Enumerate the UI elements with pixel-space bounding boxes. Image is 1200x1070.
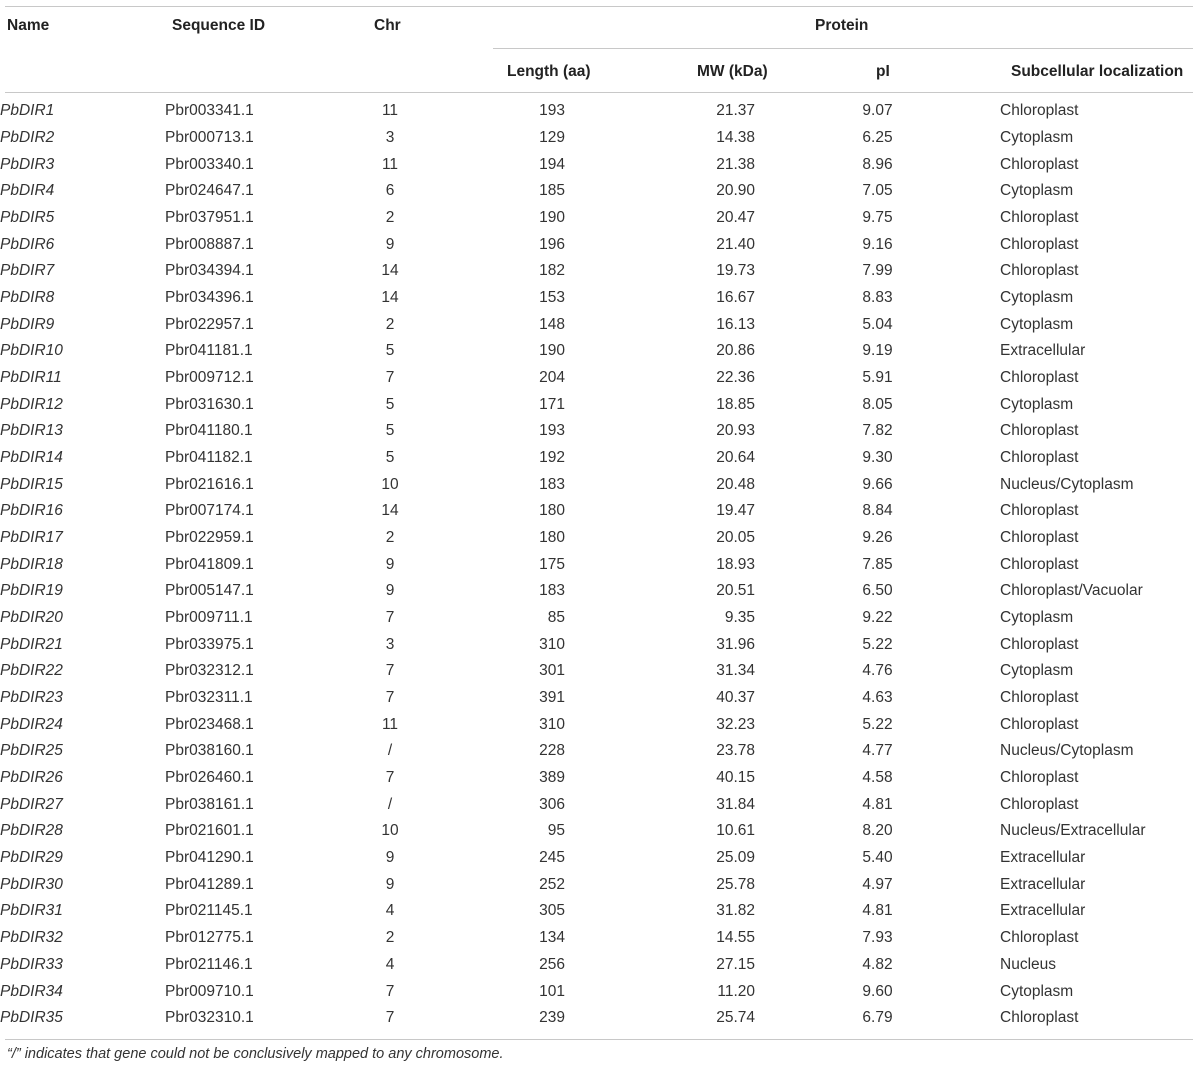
bottom-rule [5,1039,1193,1040]
cell-sequence-id: Pbr009710.1 [165,982,254,1000]
table-row [0,418,1200,445]
header-pi: pI [876,63,890,80]
cell-pi: 8.83 [862,289,893,307]
cell-chr: 9 [385,875,395,893]
cell-mw: 27.15 [716,955,755,973]
cell-chr: 5 [385,342,395,360]
cell-sequence-id: Pbr032310.1 [165,1009,254,1027]
cell-name: PbDIR25 [0,742,63,760]
table-row [0,125,1200,152]
cell-length: 101 [539,982,565,1000]
table-row [0,498,1200,525]
table-row [0,898,1200,925]
header-mw: MW (kDa) [697,63,768,80]
cell-localization: Extracellular [1000,875,1086,893]
cell-name: PbDIR32 [0,929,63,947]
cell-name: PbDIR5 [0,209,55,227]
cell-pi: 9.22 [862,609,893,627]
cell-pi: 6.79 [862,1009,893,1027]
cell-name: PbDIR24 [0,715,63,733]
cell-name: PbDIR28 [0,822,63,840]
cell-pi: 7.05 [862,182,893,200]
cell-localization: Chloroplast [1000,262,1079,280]
cell-localization: Cytoplasm [1000,315,1074,333]
cell-length: 252 [539,875,565,893]
cell-sequence-id: Pbr022959.1 [165,529,254,547]
header-length: Length (aa) [507,63,591,80]
cell-mw: 21.40 [716,235,755,253]
cell-localization: Chloroplast [1000,929,1079,947]
cell-mw: 23.78 [716,742,755,760]
cell-chr: 2 [385,529,395,547]
cell-chr: 9 [385,849,395,867]
table-row [0,658,1200,685]
cell-pi: 6.25 [862,129,893,146]
cell-localization: Chloroplast [1000,795,1079,813]
cell-mw: 18.93 [716,555,755,573]
cell-name: PbDIR21 [0,635,63,653]
cell-pi: 9.75 [862,209,893,227]
cell-chr: 6 [385,182,395,200]
cell-pi: 5.22 [862,715,893,733]
cell-pi: 8.05 [862,395,893,413]
cell-name: PbDIR35 [0,1009,63,1027]
cell-mw: 11.20 [717,982,755,1000]
cell-localization: Chloroplast [1000,502,1079,520]
cell-name: PbDIR13 [0,422,63,440]
cell-localization: Cytoplasm [1000,662,1074,680]
cell-chr: 7 [385,609,395,627]
cell-sequence-id: Pbr023468.1 [165,715,254,733]
cell-sequence-id: Pbr041182.1 [165,449,253,467]
table-row [0,231,1200,258]
cell-localization: Chloroplast [1000,689,1079,707]
cell-name: PbDIR27 [0,795,63,813]
table-row [0,445,1200,472]
cell-name: PbDIR1 [0,102,55,120]
cell-length: 196 [539,235,565,253]
cell-localization: Extracellular [1000,849,1086,867]
cell-pi: 6.50 [862,582,893,600]
cell-length: 305 [539,902,565,920]
table-row [0,98,1200,125]
cell-sequence-id: Pbr038161.1 [165,795,254,813]
cell-chr: 3 [385,129,395,146]
cell-chr: 2 [385,929,395,947]
cell-chr: 4 [385,955,395,973]
cell-chr: 7 [385,689,395,707]
cell-name: PbDIR11 [0,369,62,387]
cell-mw: 14.55 [716,929,755,947]
cell-localization: Cytoplasm [1000,609,1074,627]
cell-localization: Chloroplast/Vacuolar [1000,582,1143,600]
cell-localization: Chloroplast [1000,635,1079,653]
cell-name: PbDIR26 [0,769,63,787]
cell-length: 256 [539,955,565,973]
cell-sequence-id: Pbr031630.1 [165,395,254,413]
cell-mw: 20.05 [716,529,755,547]
cell-chr: 3 [385,635,395,653]
cell-localization: Nucleus/Cytoplasm [1000,742,1134,760]
cell-name: PbDIR34 [0,982,63,1000]
cell-sequence-id: Pbr021145.1 [165,902,253,920]
header-bottom-rule [5,92,1193,93]
cell-length: 204 [539,369,565,387]
data-table [0,98,1200,1032]
cell-length: 175 [539,555,565,573]
cell-mw: 20.86 [716,342,755,360]
cell-length: 85 [547,609,565,627]
cell-sequence-id: Pbr022957.1 [165,315,254,333]
cell-length: 180 [539,529,565,547]
cell-mw: 40.37 [716,689,755,707]
cell-mw: 20.90 [716,182,755,200]
cell-name: PbDIR22 [0,662,63,680]
cell-sequence-id: Pbr041289.1 [165,875,254,893]
cell-pi: 9.07 [862,102,893,120]
table-row [0,711,1200,738]
cell-chr: 7 [385,769,395,787]
cell-mw: 21.37 [716,102,755,120]
cell-pi: 7.85 [862,555,893,573]
cell-sequence-id: Pbr041181.1 [165,342,253,360]
table-row [0,471,1200,498]
table-row [0,791,1200,818]
cell-length: 310 [539,715,565,733]
cell-length: 182 [539,262,565,280]
header-chr: Chr [374,17,401,34]
cell-name: PbDIR10 [0,342,63,360]
cell-mw: 31.34 [716,662,755,680]
cell-pi: 4.81 [862,795,893,813]
cell-chr: 14 [381,262,399,280]
cell-chr: / [387,742,393,760]
cell-sequence-id: Pbr021616.1 [165,475,254,493]
cell-pi: 8.20 [862,822,893,840]
cell-length: 193 [539,422,565,440]
table-row [0,631,1200,658]
table-row [0,685,1200,712]
cell-mw: 31.96 [716,635,755,653]
cell-localization: Chloroplast [1000,529,1079,547]
cell-name: PbDIR3 [0,155,55,173]
cell-chr: 5 [385,449,395,467]
cell-mw: 25.78 [716,875,755,893]
cell-chr: 9 [385,582,395,600]
cell-name: PbDIR30 [0,875,63,893]
footnote: “/” indicates that gene could not be conclusively mapped to any chromosome. [7,1046,504,1062]
cell-name: PbDIR4 [0,182,55,200]
cell-mw: 40.15 [716,769,755,787]
cell-localization: Chloroplast [1000,555,1079,573]
cell-localization: Cytoplasm [1000,982,1074,1000]
table-row [0,365,1200,392]
cell-localization: Cytoplasm [1000,395,1074,413]
cell-mw: 20.47 [716,209,755,227]
table-row [0,1005,1200,1032]
cell-sequence-id: Pbr005147.1 [165,582,254,600]
cell-localization: Nucleus/Cytoplasm [1000,475,1134,493]
cell-mw: 14.38 [716,129,755,146]
cell-localization: Extracellular [1000,342,1086,360]
cell-pi: 4.76 [862,662,893,680]
cell-mw: 31.82 [716,902,755,920]
cell-mw: 19.73 [716,262,755,280]
cell-chr: 2 [385,315,395,333]
cell-localization: Chloroplast [1000,155,1079,173]
cell-pi: 8.96 [862,155,893,173]
cell-pi: 5.40 [862,849,893,867]
cell-pi: 7.99 [862,262,893,280]
cell-name: PbDIR6 [0,235,55,253]
cell-length: 183 [539,475,565,493]
cell-pi: 9.60 [862,982,893,1000]
cell-name: PbDIR17 [0,529,63,547]
cell-length: 306 [539,795,565,813]
cell-chr: / [387,795,393,813]
cell-sequence-id: Pbr007174.1 [165,502,254,520]
table-row [0,151,1200,178]
cell-localization: Chloroplast [1000,235,1079,253]
cell-chr: 2 [385,209,395,227]
cell-sequence-id: Pbr003341.1 [165,102,254,120]
cell-sequence-id: Pbr032311.1 [165,689,253,707]
cell-localization: Cytoplasm [1000,129,1074,146]
cell-mw: 20.64 [716,449,755,467]
table-row [0,578,1200,605]
cell-name: PbDIR29 [0,849,63,867]
cell-chr: 14 [381,502,399,520]
cell-mw: 9.35 [724,609,755,627]
cell-mw: 18.85 [716,395,755,413]
cell-pi: 9.16 [862,235,893,253]
cell-localization: Chloroplast [1000,715,1079,733]
cell-length: 95 [547,822,565,840]
cell-name: PbDIR18 [0,555,63,573]
cell-sequence-id: Pbr041809.1 [165,555,254,573]
cell-length: 228 [539,742,565,760]
cell-length: 129 [539,129,565,146]
cell-pi: 5.04 [862,315,893,333]
cell-length: 245 [539,849,565,867]
cell-name: PbDIR31 [0,902,63,920]
cell-sequence-id: Pbr021146.1 [165,955,253,973]
cell-localization: Extracellular [1000,902,1086,920]
cell-pi: 4.82 [862,955,893,973]
cell-mw: 10.61 [716,822,755,840]
cell-localization: Nucleus/Extracellular [1000,822,1146,840]
cell-pi: 9.19 [862,342,893,360]
table-row [0,925,1200,952]
cell-mw: 22.36 [716,369,755,387]
cell-sequence-id: Pbr037951.1 [165,209,254,227]
cell-name: PbDIR9 [0,315,55,333]
cell-mw: 25.74 [716,1009,755,1027]
table-row [0,738,1200,765]
cell-pi: 4.58 [862,769,893,787]
cell-pi: 7.82 [862,422,893,440]
cell-mw: 20.93 [716,422,755,440]
cell-name: PbDIR7 [0,262,55,280]
cell-length: 180 [539,502,565,520]
cell-pi: 8.84 [862,502,893,520]
cell-localization: Chloroplast [1000,769,1079,787]
cell-pi: 9.30 [862,449,893,467]
cell-mw: 19.47 [716,502,755,520]
header-sequence-id: Sequence ID [172,17,266,34]
cell-mw: 16.67 [716,289,755,307]
cell-length: 190 [539,342,565,360]
cell-name: PbDIR16 [0,502,63,520]
cell-sequence-id: Pbr041180.1 [165,422,253,440]
cell-length: 194 [539,155,565,173]
cell-pi: 5.22 [862,635,893,653]
cell-name: PbDIR12 [0,395,63,413]
cell-length: 153 [539,289,565,307]
table-row [0,845,1200,872]
cell-localization: Chloroplast [1000,422,1079,440]
cell-chr: 4 [385,902,395,920]
table-row [0,178,1200,205]
cell-chr: 7 [385,662,395,680]
cell-sequence-id: Pbr009711.1 [165,609,253,627]
cell-localization: Chloroplast [1000,449,1079,467]
cell-name: PbDIR15 [0,475,63,493]
cell-sequence-id: Pbr000713.1 [165,129,254,146]
cell-sequence-id: Pbr041290.1 [165,849,254,867]
cell-name: PbDIR2 [0,129,55,146]
cell-chr: 10 [381,822,399,840]
cell-sequence-id: Pbr003340.1 [165,155,254,173]
cell-sequence-id: Pbr024647.1 [165,182,254,200]
cell-mw: 20.51 [716,582,755,600]
cell-length: 391 [539,689,565,707]
cell-length: 310 [539,635,565,653]
cell-name: PbDIR19 [0,582,63,600]
table-row [0,311,1200,338]
cell-chr: 7 [385,1009,395,1027]
cell-pi: 9.26 [862,529,893,547]
cell-length: 193 [539,102,565,120]
cell-sequence-id: Pbr034396.1 [165,289,254,307]
cell-name: PbDIR33 [0,955,63,973]
cell-localization: Nucleus [1000,955,1056,973]
table-body [0,98,1200,1032]
cell-length: 183 [539,582,565,600]
header-protein: Protein [815,17,869,34]
cell-mw: 16.13 [716,315,755,333]
table-row [0,391,1200,418]
cell-chr: 11 [381,715,399,733]
cell-chr: 7 [385,369,395,387]
cell-mw: 32.23 [716,715,755,733]
cell-pi: 7.93 [862,929,893,947]
cell-localization: Cytoplasm [1000,289,1074,307]
table-row [0,551,1200,578]
table-row [0,818,1200,845]
cell-mw: 25.09 [716,849,755,867]
cell-pi: 4.97 [862,875,893,893]
cell-length: 148 [539,315,565,333]
cell-chr: 11 [381,102,399,120]
cell-chr: 14 [381,289,399,307]
table-row [0,978,1200,1005]
cell-chr: 5 [385,395,395,413]
cell-mw: 21.38 [716,155,755,173]
cell-sequence-id: Pbr038160.1 [165,742,254,760]
cell-length: 389 [539,769,565,787]
cell-sequence-id: Pbr026460.1 [165,769,254,787]
table-row [0,765,1200,792]
cell-sequence-id: Pbr032312.1 [165,662,254,680]
cell-localization: Cytoplasm [1000,182,1074,200]
cell-sequence-id: Pbr012775.1 [165,929,254,947]
cell-sequence-id: Pbr034394.1 [165,262,254,280]
cell-name: PbDIR8 [0,289,55,307]
cell-chr: 10 [381,475,399,493]
cell-chr: 5 [385,422,395,440]
cell-length: 171 [539,395,565,413]
header-subcellular-localization: Subcellular localization [1011,63,1184,80]
table-row [0,525,1200,552]
cell-name: PbDIR23 [0,689,63,707]
cell-pi: 4.77 [862,742,893,760]
cell-pi: 9.66 [862,475,893,493]
cell-localization: Chloroplast [1000,1009,1079,1027]
cell-sequence-id: Pbr033975.1 [165,635,254,653]
cell-localization: Chloroplast [1000,209,1079,227]
cell-length: 192 [539,449,565,467]
cell-mw: 20.48 [716,475,755,493]
table-row [0,605,1200,632]
cell-chr: 9 [385,235,395,253]
cell-length: 239 [539,1009,565,1027]
cell-chr: 11 [381,155,399,173]
cell-chr: 9 [385,555,395,573]
cell-length: 134 [539,929,565,947]
table-row [0,205,1200,232]
table-row [0,952,1200,979]
cell-localization: Chloroplast [1000,102,1079,120]
cell-pi: 5.91 [862,369,893,387]
table-row [0,871,1200,898]
top-rule [5,6,1193,7]
cell-localization: Chloroplast [1000,369,1079,387]
cell-pi: 4.63 [862,689,893,707]
cell-length: 301 [539,662,565,680]
table-row [0,338,1200,365]
cell-name: PbDIR14 [0,449,63,467]
table-row [0,258,1200,285]
cell-name: PbDIR20 [0,609,63,627]
cell-sequence-id: Pbr008887.1 [165,235,254,253]
table-row [0,285,1200,312]
cell-mw: 31.84 [716,795,755,813]
cell-length: 190 [539,209,565,227]
cell-pi: 4.81 [862,902,893,920]
cell-sequence-id: Pbr021601.1 [165,822,254,840]
protein-group-rule [493,48,1193,49]
header-name: Name [7,17,50,34]
cell-length: 185 [539,182,565,200]
cell-sequence-id: Pbr009712.1 [165,369,254,387]
cell-chr: 7 [385,982,395,1000]
